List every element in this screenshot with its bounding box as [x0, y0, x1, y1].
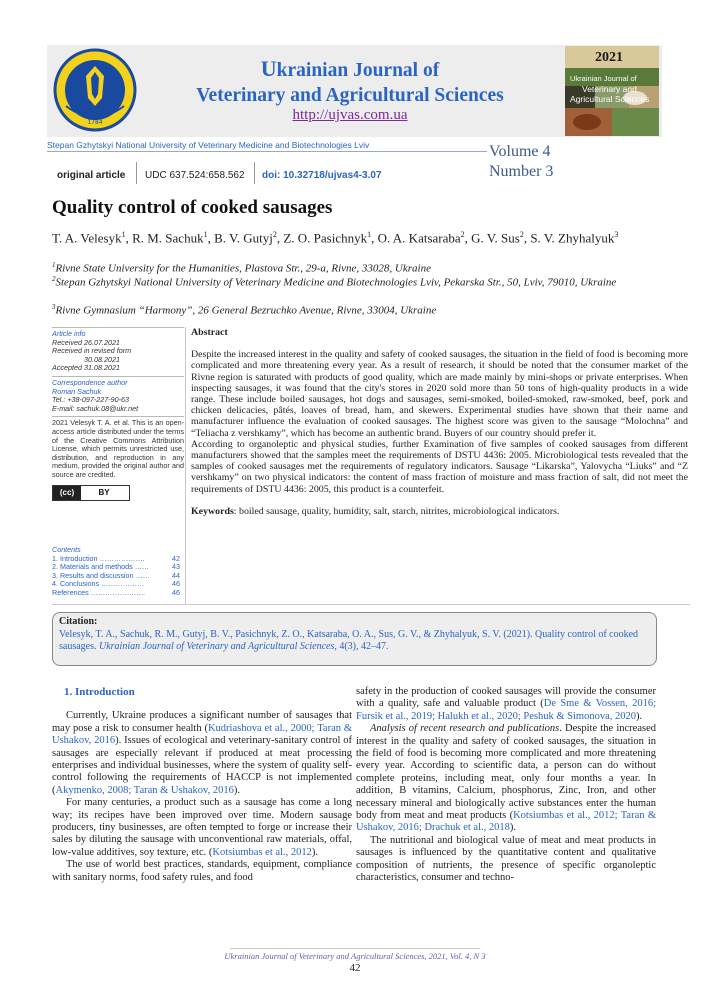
author-aff: 1: [121, 230, 126, 239]
toc-title[interactable]: 3. Results and discussion ……: [52, 570, 150, 580]
article-info-sidebar: [52, 327, 184, 602]
accepted-date: Accepted 31.08.2021: [52, 363, 120, 373]
sidebar-rule: [52, 416, 184, 417]
keywords-label: Keywords: [191, 505, 234, 517]
udc-code: UDC 637.524:658.562: [145, 170, 245, 181]
sidebar-rule: [52, 376, 184, 377]
footer-journal-ref: Ukrainian Journal of Veterinary and Agricultural Sciences, 2021, Vol. 4, N 3: [224, 951, 486, 961]
sidebar-divider: [185, 327, 186, 605]
number-label: Number 3: [489, 163, 554, 180]
header-rule: [47, 151, 487, 152]
cover-year: 2021: [595, 50, 623, 65]
citation-link[interactable]: Akymenko, 2008; Taran & Ushakov, 2016: [55, 784, 234, 796]
toc-page: 44: [172, 570, 180, 580]
abstract-section: [191, 327, 688, 517]
author-name: B. V. Gutyj: [214, 230, 273, 246]
page-number: 42: [349, 962, 361, 974]
author-name: R. M. Sachuk: [132, 230, 204, 246]
citation-link[interactable]: Kudriashova et al., 2000; Taran & Ushakov, 2016: [52, 722, 353, 747]
journal-url[interactable]: [150, 107, 550, 124]
aff-num: 3: [52, 303, 56, 311]
journal-title-initial: U: [260, 56, 277, 81]
body-column-left: [52, 686, 352, 884]
article-type: original article: [57, 170, 126, 181]
revised-label: Received in revised form: [52, 346, 132, 356]
author-name: O. A. Katsaraba: [377, 230, 461, 246]
text-run: safety in the production of cooked sausages will provide the consumer with a quality, safe and valuable product (: [356, 686, 656, 710]
abstract-paragraph-2: According to organoleptic and physical studies, further Examination of five samples of cooked sausages from different manufacturers showed that the samples meet the requirements of DSTU 4436: 2005. Microbiological tests revealed that the samples of cooked sausages met the requirements of regulatory indicators. Sausage “Likarska”, Yalovycha “Liuks” and “Z vershkamy” on two physical indicators: the content of mass fraction of moisture and mass fraction of salt, did not meet the requirements of DSTU 4436: 2005, this product is a counterfeit.: [191, 438, 688, 495]
text-run: ).: [509, 822, 516, 834]
article-info-label: Article info: [52, 329, 86, 338]
author-name: G. V. Sus: [471, 230, 520, 246]
keywords: [191, 506, 688, 517]
contents-label: Contents: [52, 545, 81, 554]
author-aff: 1: [367, 230, 372, 239]
cover-title-line2: Veterinary and: [582, 84, 637, 94]
cover-title-line1: Ukrainian Journal of: [570, 74, 637, 83]
footer-rule: [230, 948, 480, 949]
aff-text: Rivne Gymnasium “Harmony”, 26 General Bezruchko Avenue, Rivne, 33004, Ukraine: [55, 304, 437, 317]
correspondence-label: Correspondence author: [52, 377, 128, 387]
abstract-paragraph-1: Despite the increased interest in the quality and safety of cooked sausages, the situation in the field of food is becoming more complicated and more threatening every year. As a result of research, it should be noted that the consumer market of the Rivne region is saturated with products of good quality, which are made mainly by mini-shops or private enterprises. When inspecting sausages, it was found that the city's stores in 2020 sold more than 50 tons of high-quality products in a wide range. These include boiled sausages, hot dogs and sausages, semi-smoked, boiled-smoked, raw-smoked, beef, pork and chicken delicacies, pâtés, loaves of bread, ham, and skewers. Experimental studies have shown that their name and manufacturer influence the evaluation of cooked sausages. The highest score was given to the sausage “Molochna” and “Teliacha z vershkamy”, which has become an authentic brand. Buyers of our country should prefer it.: [191, 349, 688, 439]
toc-title[interactable]: 4. Conclusions ………………: [52, 579, 145, 589]
author-name: S. V. Zhyhalyuk: [530, 230, 615, 246]
doi-link[interactable]: doi: 10.32718/ujvas4-3.07: [262, 170, 382, 181]
toc-title[interactable]: 2. Materials and methods ……: [52, 562, 150, 572]
citation-box: [52, 612, 657, 666]
toc-title[interactable]: References …………………..: [52, 587, 146, 597]
citation-label: Citation:: [59, 616, 98, 627]
text-run: For many centuries, a product such as a sausage has come a long way; its recipes have been improved over time. Modern sausage producers, tiny businesses, are often tempted to forge or increase their sales by diluting the sausage with unconventional raw materials, offal, low-value additives, soy texture, etc. (: [52, 797, 352, 858]
license-text: 2021 Velesyk T. A. et al. This is an open-access article distributed under the terms of the Creative Commons Attribution License, which permits unrestricted use, distribution, and reproduction in any medium, provided the original author and source are credited.: [52, 418, 184, 479]
citation-authors: Velesyk, T. A., Sachuk, R. M., Gutyj, B. V., Pasichnyk, Z. O., Katsaraba, O. A., Sus, G. V., & Zhyhalyuk, S. V. (2021). Quality control of cooked sausages.: [59, 628, 639, 652]
affiliation-2: [52, 273, 692, 290]
cc-icon: (cc): [53, 486, 81, 500]
author-aff: 3: [614, 230, 619, 239]
abstract-label: Abstract: [191, 327, 228, 338]
body-paragraph: [52, 797, 352, 859]
toc-page: 46: [172, 579, 180, 589]
aff-text: Stepan Gzhytskyi National University of Veterinary Medicine and Biotechnologies Lviv, Pekarska Str., 50, Lviv, 79010, Ukraine: [55, 276, 617, 289]
body-paragraph: The nutritional and biological value of meat and meat products in sausages is influenced by the quantitative content and qualitative composition of nutrients, the presence of specific organoleptic characteristics, consumer and techno-: [356, 834, 656, 884]
author-aff: 2: [519, 230, 524, 239]
journal-title-line2: Veterinary and Agricultural Sciences: [196, 85, 504, 106]
received-date: Received 26.07.2021: [52, 337, 120, 347]
body-paragraph: [52, 710, 352, 797]
citation-volume: , 4(3), 42–47.: [334, 641, 389, 652]
body-paragraph: The use of world best practices, standards, equipment, compliance with sanitary norms, food safety rules, and food: [52, 859, 352, 883]
correspondence-email[interactable]: E-mail: sachuk.08@ukr.net: [52, 403, 139, 413]
author-aff: 2: [460, 230, 465, 239]
aff-num: 2: [52, 275, 56, 283]
toc-item[interactable]: [52, 589, 180, 598]
university-line: Stepan Gzhytskyi National University of Veterinary Medicine and Biotechnologies Lviv: [47, 140, 370, 150]
section-heading-introduction: 1. Introduction: [64, 686, 135, 698]
citation-link[interactable]: Kotsiumbas et al., 2012: [212, 846, 312, 858]
paper-title: Quality control of cooked sausages: [52, 197, 333, 218]
citation-text: [59, 629, 638, 653]
toc-page: 43: [172, 562, 180, 572]
text-run: ). Issues of ecological and veterinary-sanitary control of sausages are especially relevant if produced at meat processing enterprises and individual businesses, where the system of quality self-control following the requirements of HACCP is not implemented (: [52, 735, 352, 796]
text-run: ).: [233, 784, 240, 796]
text-run: ).: [635, 710, 643, 722]
author-name: Z. O. Pasichnyk: [283, 230, 368, 246]
cover-title: [570, 74, 658, 104]
journal-url-link[interactable]: http://ujvas.com.ua: [292, 107, 408, 123]
citation-link[interactable]: De Sme & Vossen, 2016; Fursik et al., 2019; Halukh et al., 2020; Peshuk & Simonova, 2020: [356, 698, 656, 722]
logo-year: 1784: [87, 119, 103, 126]
body-paragraph: [356, 686, 656, 723]
author-name: T. A. Velesyk: [52, 230, 122, 246]
journal-title: [150, 56, 550, 108]
meta-separator: [254, 162, 255, 184]
text-run: ).: [311, 846, 318, 858]
aff-text: Rivne State University for the Humanities, Plastova Str., 29-a, Rivne, 33028, Ukraine: [55, 262, 431, 275]
text-run: Currently, Ukraine produces a significant number of sausages that may pose a risk to consumer health (: [52, 710, 352, 734]
body-paragraph: [356, 723, 656, 835]
aff-num: 1: [52, 261, 56, 269]
author-list: T. A. Velesyk$^1$, R. M. Sachuk$^1$, B. V. Gutyj$^2$, Z. O. Pasichnyk$^1$, O. A. Katsaraba$^2$, G. V. Sus$^2$, S. V. Zhyhalyuk$^3$: [52, 230, 619, 246]
volume-label: Volume 4: [489, 143, 551, 160]
keywords-text: : boiled sausage, quality, humidity, salt, starch, nitrites, microbiological indicators.: [233, 505, 560, 517]
revised-date: 30.08.2021: [84, 354, 120, 364]
sidebar-rule: [52, 327, 184, 328]
by-icon: BY: [98, 487, 110, 497]
toc-page: 42: [172, 553, 180, 563]
university-logo: [52, 46, 138, 134]
text-run: . Despite the increased interest in the quality and safety of cooked sausages, the situation in the field of food is becoming more complicated and more threatening every year. According to scientific data, a person can do without complete proteins, including meat, only four months a year. In addition, B vitamins, Calcium, phosphorus, Zinc, Iron, and other necessary mineral and biologically active substances enter the human body from meat and meat products (: [356, 723, 656, 822]
body-column-right: [356, 686, 656, 885]
citation-link[interactable]: Kotsiumbas et al., 2012; Taran & Ushakov, 2016; Drachuk et al., 2018: [356, 810, 656, 834]
journal-title-line1: krainian Journal of: [276, 60, 440, 81]
abstract-bottom-rule: [52, 604, 690, 605]
toc-title[interactable]: 1. Introduction ……………….: [52, 553, 145, 563]
author-aff: 2: [272, 230, 277, 239]
contents-list: [52, 546, 180, 598]
correspondence-name: Roman Sachuk: [52, 386, 102, 396]
cc-by-badge[interactable]: [52, 485, 130, 501]
subheading-italic: Analysis of recent research and publications: [370, 723, 560, 735]
author-aff: 1: [203, 230, 208, 239]
cover-title-line3: Agricultural Sciences: [570, 94, 650, 104]
meta-separator: [136, 162, 137, 184]
toc-page: 46: [172, 587, 180, 597]
affiliation-3: [52, 301, 692, 318]
correspondence-tel: Tel.: +38-097-227-90-63: [52, 395, 130, 405]
citation-journal: Ukrainian Journal of Veterinary and Agricultural Sciences: [99, 641, 335, 652]
